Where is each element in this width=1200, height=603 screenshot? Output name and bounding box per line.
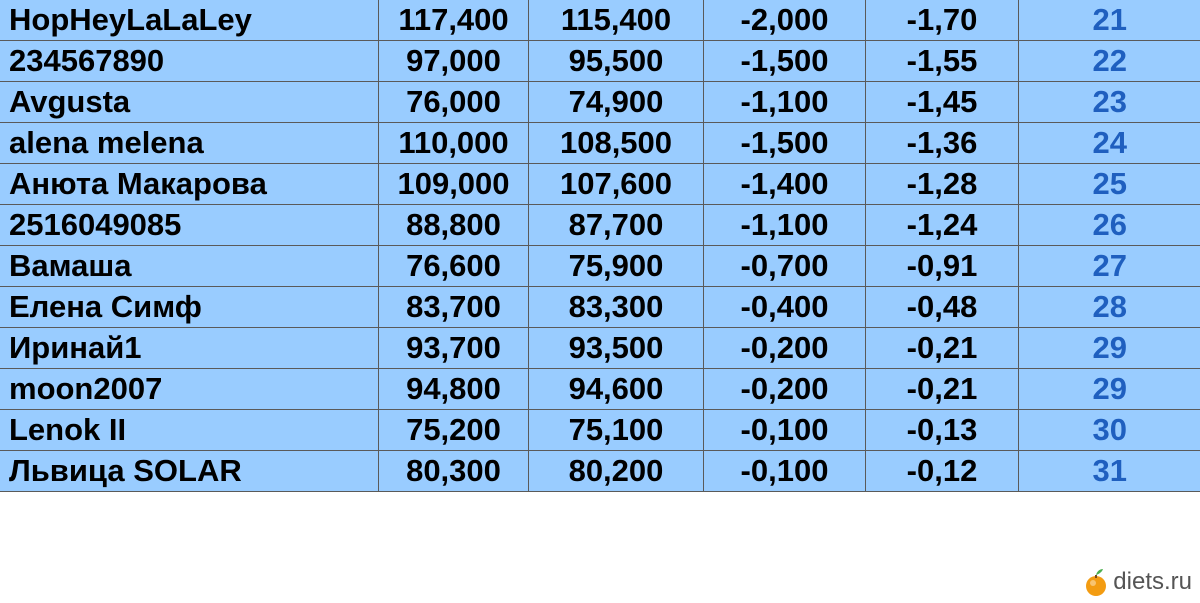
cell-weight-difference: -0,700 (704, 246, 866, 287)
cell-name: Lenok II (1, 410, 379, 451)
cell-current-weight: 115,400 (529, 0, 704, 41)
table-row (1, 246, 1200, 287)
cell-percent-change: -1,55 (866, 41, 1019, 82)
table-row (1, 328, 1200, 369)
cell-current-weight: 107,600 (529, 164, 704, 205)
cell-current-weight: 83,300 (529, 287, 704, 328)
cell-percent-change: -0,21 (866, 328, 1019, 369)
table-row (1, 451, 1200, 492)
cell-start-weight: 88,800 (379, 205, 529, 246)
cell-start-weight: 117,400 (379, 0, 529, 41)
cell-start-weight: 94,800 (379, 369, 529, 410)
cell-name: Вамаша (1, 246, 379, 287)
cell-weight-difference: -0,200 (704, 328, 866, 369)
cell-rank: 27 (1019, 246, 1200, 287)
cell-current-weight: 80,200 (529, 451, 704, 492)
table-body (1, 0, 1200, 492)
cell-weight-difference: -0,100 (704, 451, 866, 492)
cell-current-weight: 75,100 (529, 410, 704, 451)
table-row (1, 410, 1200, 451)
cell-start-weight: 97,000 (379, 41, 529, 82)
cell-start-weight: 80,300 (379, 451, 529, 492)
cell-name: Львица SOLAR (1, 451, 379, 492)
cell-name: 234567890 (1, 41, 379, 82)
table-row (1, 123, 1200, 164)
cell-rank: 24 (1019, 123, 1200, 164)
cell-weight-difference: -1,400 (704, 164, 866, 205)
cell-rank: 23 (1019, 82, 1200, 123)
watermark-text: diets.ru (1113, 568, 1192, 595)
cell-weight-difference: -0,100 (704, 410, 866, 451)
cell-start-weight: 76,600 (379, 246, 529, 287)
cell-name: HopHeyLaLaLey (1, 0, 379, 41)
cell-weight-difference: -1,100 (704, 205, 866, 246)
cell-start-weight: 110,000 (379, 123, 529, 164)
cell-rank: 31 (1019, 451, 1200, 492)
cell-start-weight: 93,700 (379, 328, 529, 369)
cell-current-weight: 108,500 (529, 123, 704, 164)
cell-rank: 29 (1019, 369, 1200, 410)
cell-weight-difference: -2,000 (704, 0, 866, 41)
cell-percent-change: -0,48 (866, 287, 1019, 328)
cell-weight-difference: -1,500 (704, 123, 866, 164)
table-row (1, 164, 1200, 205)
cell-current-weight: 87,700 (529, 205, 704, 246)
cell-name: 2516049085 (1, 205, 379, 246)
cell-rank: 21 (1019, 0, 1200, 41)
table-row (1, 0, 1200, 41)
table-row (1, 287, 1200, 328)
cell-name: Avgusta (1, 82, 379, 123)
cell-current-weight: 95,500 (529, 41, 704, 82)
cell-weight-difference: -0,200 (704, 369, 866, 410)
cell-percent-change: -0,91 (866, 246, 1019, 287)
cell-name: moon2007 (1, 369, 379, 410)
cell-rank: 29 (1019, 328, 1200, 369)
cell-name: alena melena (1, 123, 379, 164)
cell-percent-change: -1,36 (866, 123, 1019, 164)
cell-percent-change: -0,13 (866, 410, 1019, 451)
apple-logo-icon (1083, 567, 1109, 597)
cell-percent-change: -1,24 (866, 205, 1019, 246)
table-row (1, 41, 1200, 82)
cell-name: Елена Симф (1, 287, 379, 328)
cell-start-weight: 83,700 (379, 287, 529, 328)
cell-current-weight: 93,500 (529, 328, 704, 369)
cell-weight-difference: -0,400 (704, 287, 866, 328)
table-row (1, 369, 1200, 410)
cell-rank: 26 (1019, 205, 1200, 246)
cell-percent-change: -1,28 (866, 164, 1019, 205)
cell-percent-change: -0,21 (866, 369, 1019, 410)
cell-rank: 25 (1019, 164, 1200, 205)
cell-current-weight: 75,900 (529, 246, 704, 287)
cell-start-weight: 75,200 (379, 410, 529, 451)
cell-weight-difference: -1,500 (704, 41, 866, 82)
cell-current-weight: 94,600 (529, 369, 704, 410)
cell-current-weight: 74,900 (529, 82, 704, 123)
cell-rank: 28 (1019, 287, 1200, 328)
cell-percent-change: -1,70 (866, 0, 1019, 41)
cell-weight-difference: -1,100 (704, 82, 866, 123)
cell-start-weight: 109,000 (379, 164, 529, 205)
cell-rank: 30 (1019, 410, 1200, 451)
table-row (1, 82, 1200, 123)
watermark (1083, 567, 1192, 597)
cell-name: Анюта Макарова (1, 164, 379, 205)
cell-percent-change: -0,12 (866, 451, 1019, 492)
cell-name: Иринай1 (1, 328, 379, 369)
cell-percent-change: -1,45 (866, 82, 1019, 123)
table-row (1, 205, 1200, 246)
cell-start-weight: 76,000 (379, 82, 529, 123)
cell-rank: 22 (1019, 41, 1200, 82)
